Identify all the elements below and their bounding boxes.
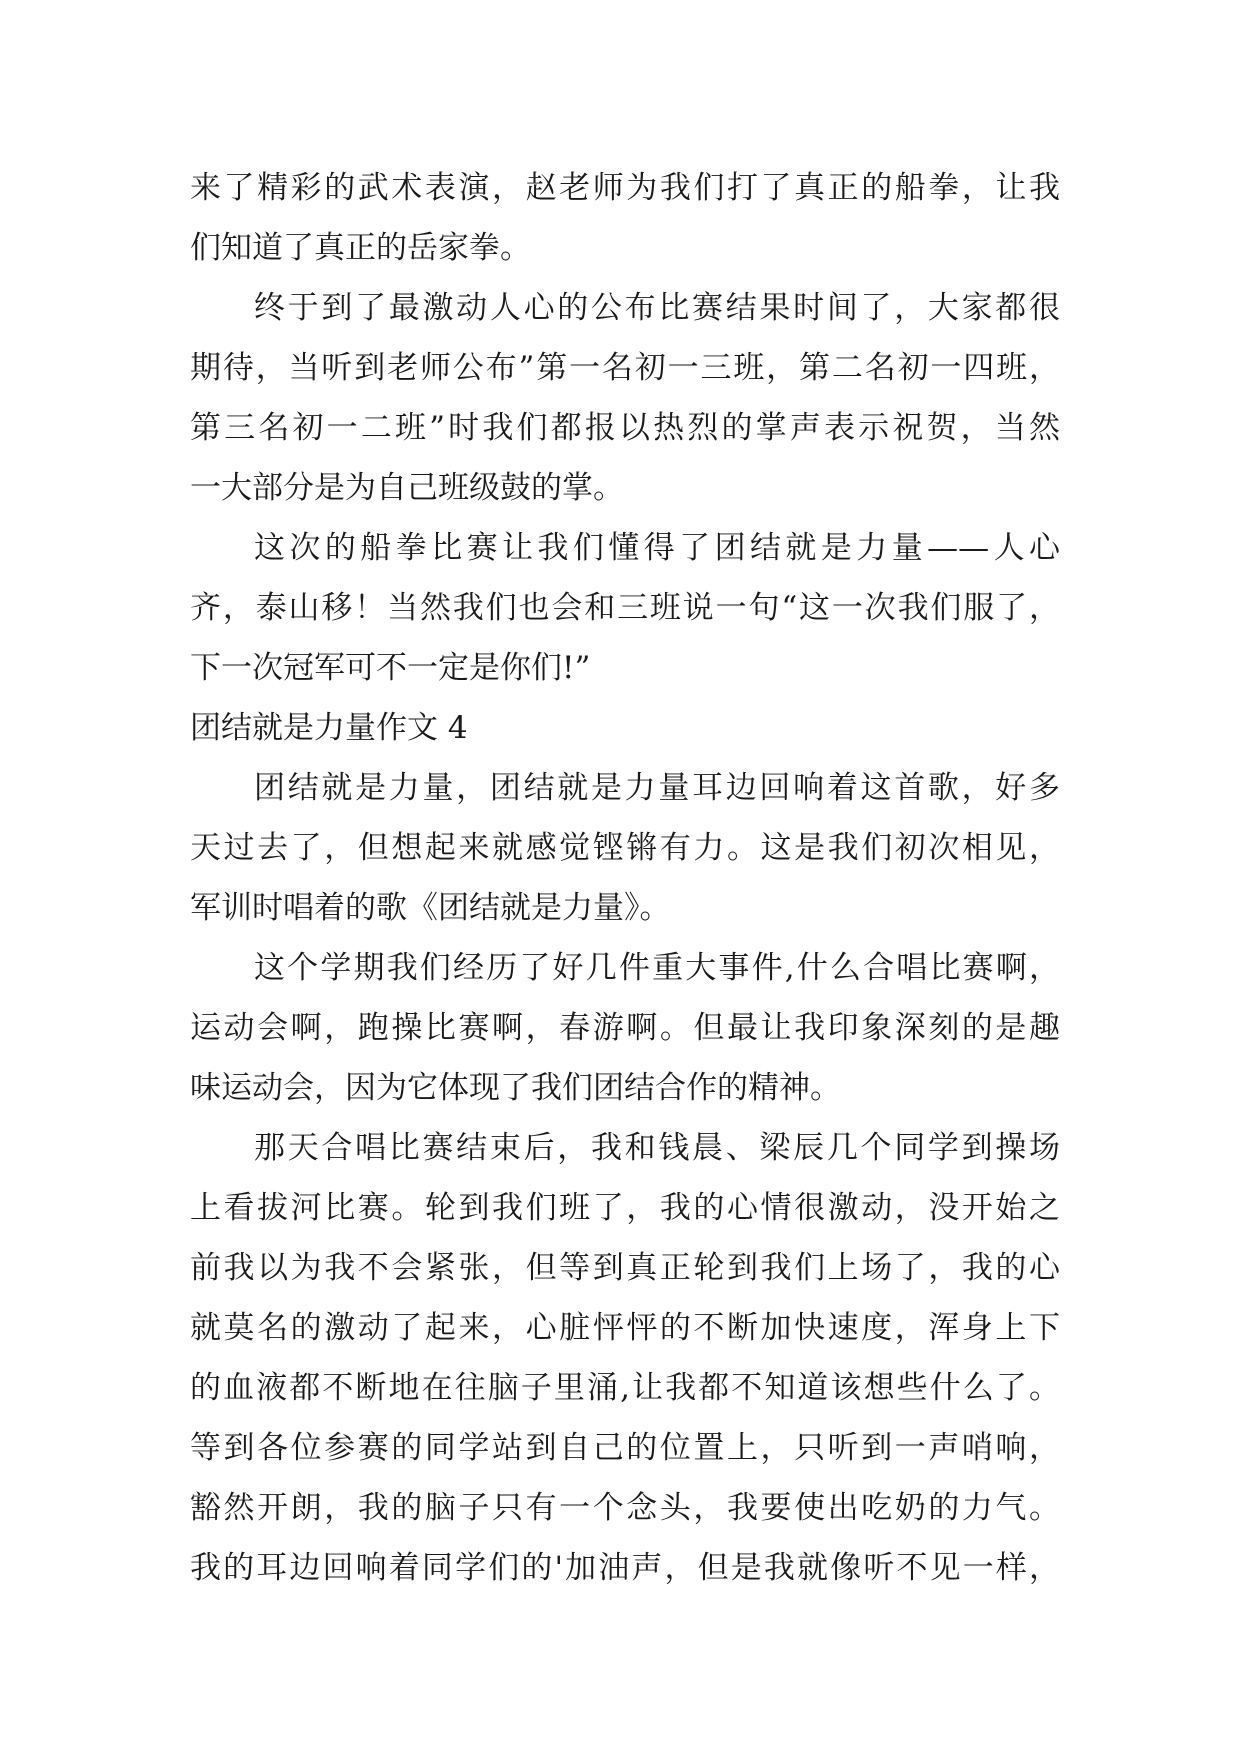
section-heading: 团结就是力量作文 4 <box>190 710 468 746</box>
text-line: 军训时唱着的歌《团结就是力量》。 <box>190 890 671 926</box>
text-line: 我的耳边回响着同学们的'加油声，但是我就像听不见一样， <box>190 1550 1060 1586</box>
text-line: 们知道了真正的岳家拳。 <box>190 230 531 266</box>
text-line: 豁然开朗，我的脑子只有一个念头，我要使出吃奶的力气。 <box>190 1490 1060 1526</box>
text-line: 运动会啊，跑操比赛啊，春游啊。但最让我印象深刻的是趣 <box>190 1010 1060 1046</box>
text-line: 齐，泰山移！当然我们也会和三班说一句“这一次我们服了， <box>190 590 1060 626</box>
text-line: 终于到了最激动人心的公布比赛结果时间了，大家都很 <box>254 290 1060 326</box>
text-line: 一大部分是为自己班级鼓的掌。 <box>190 470 624 506</box>
text-line: 上看拔河比赛。轮到我们班了，我的心情很激动，没开始之 <box>190 1190 1060 1226</box>
text-line: 的血液都不断地在往脑子里涌,让我都不知道该想些什么了。 <box>190 1370 1060 1406</box>
text-line: 那天合唱比赛结束后，我和钱晨、梁辰几个同学到操场 <box>254 1130 1060 1166</box>
text-line: 来了精彩的武术表演，赵老师为我们打了真正的船拳，让我 <box>190 170 1060 206</box>
text-line: 天过去了，但想起来就感觉铿锵有力。这是我们初次相见， <box>190 830 1060 866</box>
text-line: 前我以为我不会紧张，但等到真正轮到我们上场了，我的心 <box>190 1250 1060 1286</box>
text-line: 第三名初一二班”时我们都报以热烈的掌声表示祝贺，当然 <box>190 410 1060 446</box>
text-line: 味运动会，因为它体现了我们团结合作的精神。 <box>190 1070 841 1106</box>
text-line: 就莫名的激动了起来，心脏怦怦的不断加快速度，浑身上下 <box>190 1310 1060 1346</box>
text-line: 期待，当听到老师公布”第一名初一三班，第二名初一四班， <box>190 350 1060 386</box>
text-line: 团结就是力量，团结就是力量耳边回响着这首歌，好多 <box>254 770 1060 806</box>
text-line: 这个学期我们经历了好几件重大事件,什么合唱比赛啊， <box>254 950 1060 986</box>
text-line: 这次的船拳比赛让我们懂得了团结就是力量——人心 <box>254 530 1060 566</box>
document-page <box>190 158 1060 1598</box>
text-line: 等到各位参赛的同学站到自己的位置上，只听到一声哨响， <box>190 1430 1060 1466</box>
text-line: 下一次冠军可不一定是你们!” <box>190 650 591 686</box>
